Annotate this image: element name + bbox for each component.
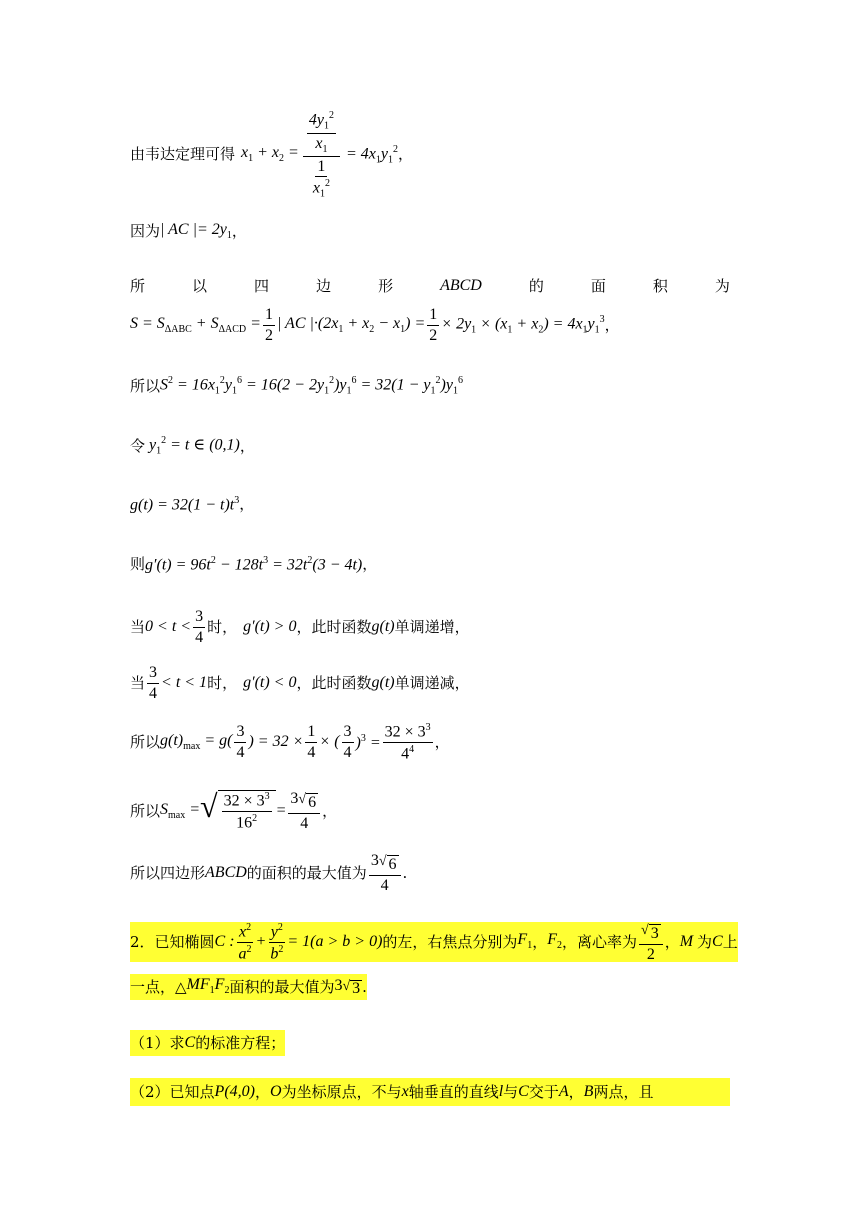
sqrt-expression: √ $\frac{32 \times 3^3}{16^2}$ [200, 790, 276, 832]
area-intro-line: 所 以 四 边 形 ABCD 的 面 积 为 [130, 276, 730, 295]
substitution-line: 令 $y_1^2 = t$ ∈ (0,1) ， [130, 435, 255, 457]
problem-2-line-2: 一点，△ $MF_1F_2$ 面积的最大值为 3 √ 3 . [130, 974, 367, 1000]
s-squared-line: 所以 $S^2 = 16x_1^2y_1^6 = 16(2 - 2y_1^2)y_1^6 = 32(1 - y_1^2)y_1^6$ [130, 375, 463, 397]
s-max-line: 所以 $S_{max}$ = √ $\frac{32 \times 3^3}{16^2}$ = 3 √ 6 4 ， [130, 788, 338, 832]
vieta-line: 由韦达定理可得 $x_1 + x_2$ = $\frac{\frac{4y_1^2}{x_1}}{\frac{1}{x_1^2}}$ = $4x_1y_1^2$ ， [130, 110, 413, 200]
vieta-fraction: $\frac{\frac{4y_1^2}{x_1}}{\frac{1}{x_1^2}}$ [303, 110, 340, 200]
g-definition-line: $g(t) = 32(1 - t)t^3$ ， [130, 495, 255, 514]
problem-2-line-1: 2．已知椭圆 C : $\frac{x^2}{a^2}$ + $\frac{y^2}{b^2}$ = 1(a > b > 0) 的左，右焦点分别为 $F_1$ ， $F_2$ ，离心率为 √ 3 2 ， M 为 C 上 [130, 921, 738, 963]
ac-length-line: 因为 | AC |= $2y_1$ ， [130, 221, 247, 242]
conclusion-line: 所以四边形 ABCD 的面积的最大值为 3 √ 6 4 . [130, 852, 408, 894]
derivative-line: 则 $g'(t) = 96t^2 - 128t^3 = 32t^2(3 - 4t)$ ， [130, 555, 378, 574]
problem-2-part-1: （1）求 C 的标准方程； [130, 1030, 285, 1056]
area-formula-line: $S = S_{\Delta ABC} + S_{\Delta ACD}$ = $\frac{1}{2}$ | AC $|\cdot(2x_1 + x_2 - x_1)$ = $\frac{1}{2}$ × $2y_1 \times (x_1 + x_2) = 4x_1y_1^3$ ， [130, 306, 620, 344]
problem-2-part-2: （2）已知点 P(4,0) ， O 为坐标原点，不与 x 轴垂直的直线 l 与 C 交于 A ， B 两点，且 [130, 1078, 730, 1106]
increasing-line: 当 0 < t < $\frac{3}{4}$ 时， g′(t) > 0 ，此时函数 g(t) 单调递增， [130, 608, 470, 646]
decreasing-line: 当 $\frac{3}{4}$ < t < 1 时， g′(t) < 0 ，此时函数 g(t) 单调递减， [130, 664, 470, 702]
g-max-line: 所以 $g(t)_{max} = g$( $\frac{3}{4}$ ) = 32 × $\frac{1}{4}$ × ( $\frac{3}{4}$ )$^3$ = $\frac{32 \times 3^3}{4^4}$ ， [130, 722, 450, 763]
